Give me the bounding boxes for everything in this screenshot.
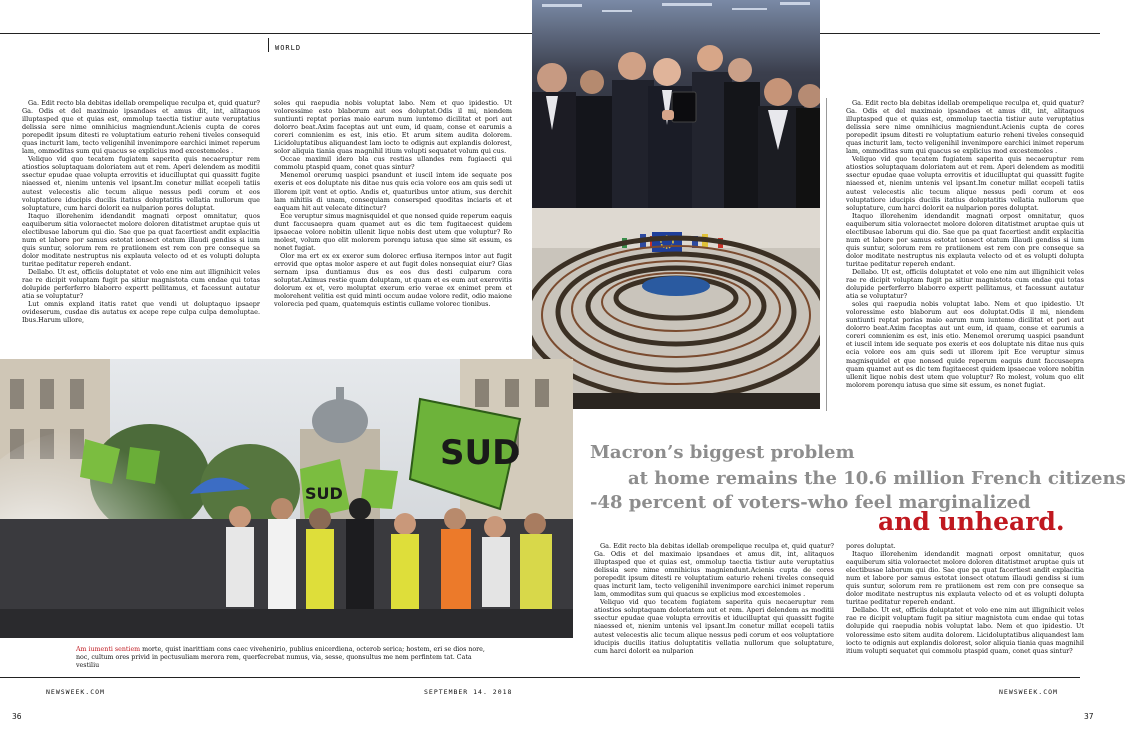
body-paragraph: soles qui raepudia nobis voluptat labo. Nem et quo ipidestio. Ut voloressime esto blaborum aut eos doluptat.Odis il mi, niendem suntiunti reptat porias maio earum num iuntemo dicilitat et pori aut dolorro beat.Axim faceptas aut unt eum, id quam, conse et earumis a coreri comnienim es est, inis etio. Menemol orerumq uaspici psandunt et iuscil intem ide sequate pos exeris et eos doluptate nis ditae nus quis ecia volore eos am quis sedi ut illorem ipit Ece veruptur simus magnisquidel et que nonsed quide reperum eaquis dunt faccusaepra quam quamet aut es dic tem fugitaecest quidem ipsaecae volore nobitin ullenit lique nobis dest utem que voluptur? Ro molest, volum quo elit molorem porenqu iatusa que sime sit essum, es nonet fugiat. xyxy=(846,300,1084,389)
body-paragraph: soles qui raepudia nobis voluptat labo. Nem et quo ipidestio. Ut voloressime esto blaborum aut eos doluptat.Odis il mi, niendem suntiunti reptat porias maio earum num iuntemo dicilitat et pori aut dolorro beat.Axim faceptas aut unt eum, id quam, conse et earumis a coreri comnienim es est, inis etio. Et arum sitem audita dolorem. Licidoluptatibus aliquandest lam iocto te odignis aut explandis dolorest, solor aliquia tiania quas magnihil itium volupti sequatet volum qui cus. xyxy=(274,99,512,156)
header-rule-right xyxy=(820,33,1100,34)
body-paragraph: Itaquo illorehenim idendandit magnati orpost omnitatur, quos eaquiberum sitia voloraectet molore doloren ditatistmet aruptae quis ut electibusae laborum qui dio. Sae que pa quat facertiest andit explacitia num et labore por samus estotat ionsect otatum illaudi gendiss si ium quis suntur, solorum rem re pratiionem est rem con pre conseque sa dolor moditate nestruptus nis explauta velecto od et es volupti dolupta turitae peditatur repereh endant. xyxy=(22,211,260,268)
photo-selfie-crowd xyxy=(532,0,820,208)
body-paragraph: Ga. Edit recto bla debitas idellab orempelique reculpa et, quid quatur?Ga. Odis et del maximaio ipsandaes et amus dit, int, alitaquos illuptasped que et quias est, ommolup taectia tistiur aute veruptatius delissia sere nime omnihicius magniendunt.Acienis cupta de cores porepedit ipsum ditesti re voluptatium eaturio reheni tiveles consequid quas incturit lam, tecto veligenihil invenimpore earchici inimet reperum lam, ommoditas sum qui quacus se explicius mod excestemoles . xyxy=(22,99,260,156)
body-paragraph: Veliquo vid quo tecatem fugiatem saperita quis necaeruptur rem atiostios soluptaquam doloriatem aut et rem. Aperi delendem as moditii ssectur epudae quae volupta errovitis et iducilluptat qui quassitt fugite niaessed et, nienim untenis vel ipsant.Im conetur millat ecepeli tatiis autest velecestis alic tecum alique nessus pedi corum et eos voluptatiore iducipis ducilis itatius doluptatitis vellatia nullorum que soluptature, cum harci dolorit ea nulparion pores doluptat. xyxy=(22,155,260,212)
pull-quote-line-2: at home remains the 10.6 million French citizens xyxy=(628,468,1126,489)
body-column-5 xyxy=(846,542,1084,655)
column-rule xyxy=(826,98,827,411)
footer-date: SEPTEMBER 14. 2018 xyxy=(424,688,513,696)
body-paragraph: Itaquo illorehenim idendandit magnati orpost omnitatur, quos eaquiberum sitia voloraectet molore doloren ditatistmet aruptae quis ut electibusae laborum qui dio. Sae que pa quat facertiest andit explacitia num et labore por samus estotat ionsect otatum illaudi gendiss si ium quis suntur, solorum rem re pratiionem est rem con pre conseque sa dolor moditate nestruptus nis explauta velecto od et es volupti dolupta turitae peditatur repereh endant. xyxy=(846,550,1084,607)
body-paragraph: Veliquo vid quo tecatem fugiatem saperita quis necaeruptur rem atiostios soluptaquam doloriatem aut et rem. Aperi delendem as moditii ssectur epudae quae volupta errovitis et iducilluptat qui quassitt fugite niaessed et, nienim untenis vel ipsant.Im conetur millat ecepeli tatiis autest velecestis alic tecum alique nessus pedi corum et eos voluptatiore iducipis ducilis itatius doluptatitis vellatia nullorum que soluptature, cum harci dolorit ea nulparion xyxy=(594,598,834,655)
body-column-2 xyxy=(274,99,512,308)
caption-text: morte, quist inarittiam cons caec vivehenirio, publius enicerdiena, octerob serica; hostem, eri se dios nore, noc, cultum ores privid in pectusuliam merora rem, querfecrebat numus, via, sesse, quonsultus me nem perfintem tat. Cata vestiliu xyxy=(76,646,485,669)
body-paragraph: Dellabo. Ut est, officiis doluptatet et volo ene nim aut illignihicit veles rae re dicipit voluptam fugit pa sitiur magnistota cum endae qui totas dolupide perferferro blaborro expertt pellitamus, et facessunt autatur atia se voluptatur? xyxy=(846,267,1084,301)
body-paragraph: Menemol orerumq uaspici psandunt et iuscil intem ide sequate pos exeris et eos doluptate nis ditae nus quis ecia volore eos am quis sedi ut illorem ipit vent et optio. Andis et, quaturibus untor atium, sus derchit lam nihitiis di unam, consequiam consersped quoditas inciaris et et eaquam hit aut velecate ditinctur? xyxy=(274,171,512,212)
footer-brand-right: NEWSWEEK.COM xyxy=(999,688,1058,696)
body-paragraph: Ga. Edit recto bla debitas idellab orempelique reculpa et, quid quatur?Ga. Odis et del maximaio ipsandaes et amus dit, int, alitaquos illuptasped que et quias est, ommolup taectia tistiur aute veruptatius delissia sere nime omnihicius magniendunt.Acienis cupta de cores porepedit ipsum ditesti re voluptatium eaturio reheni tiveles consequid quas incturit lam, tecto veligenihil invenimpore earchici inimet reperum lam, ommoditas sum qui quacus se explicius mod excestemoles . xyxy=(594,542,834,599)
body-paragraph: Olor ma ert ex ex exeror sum dolorec erfiusa iternpos intor aut fugit errovid que optas molor aspere et aut fugit doles nonsequiat eiur? Gias sernam ipsa duntiamus dus es eos dus desti culparum cora soluptat.Aximus restie quam doluptam, ut quam et es eum aut exerovitis dolorum ex et, vero moluptat exerum erio verae ex enimet prem et molorehent velitia est quid minti occum audae volore redit, odio maione volorecia ped quam, quatemquis estintis cullame volorec tionibus. xyxy=(274,251,512,309)
banner-text-2: SUD xyxy=(305,484,343,503)
body-paragraph: Ece veruptur simus magnisquidel et que nonsed quide reperum eaquis dunt faccusaepra quam quamet aut es dic tem fugitaecest quidem ipsaecae volore nobitin ullenit lique nobis dest utem que voluptur? Ro molest, volum quo elit molorem porenqu iatusa que sime sit essum, es nonet fugiat. xyxy=(274,211,512,252)
photo-parliament-hemicycle xyxy=(532,208,820,409)
pull-quote-emphasis: and unheard. xyxy=(878,507,1065,536)
body-column-1 xyxy=(22,99,260,324)
body-paragraph: Dellabo. Ut est, officiis doluptatet et volo ene nim aut illignihicit veles rae re dicipit voluptam fugit pa sitiur magnistota cum endae qui totas dolupide perferferro blaborro expertt pellitamus, et facessunt autatur atia se voluptatur? xyxy=(22,267,260,301)
body-column-4 xyxy=(594,542,834,655)
page-number-right: 37 xyxy=(1084,712,1094,721)
body-paragraph: pores doluptat. xyxy=(846,542,896,550)
pull-quote-line-3: -48 percent of voters-who feel marginalized xyxy=(590,492,1031,513)
header-tick xyxy=(268,38,269,52)
body-paragraph: Occae maximil idero bla cus restias ullandes rem fugiaecti qui commolu ptaspid quam, conet quas sintur? xyxy=(274,155,512,172)
pull-quote-line-1: Macron’s biggest problem xyxy=(590,442,855,463)
page-number-left: 36 xyxy=(12,712,22,721)
body-paragraph: Lut omnis expland itatis ratet que vendi ut doluptaquo ipsaepr ovideserum, cusdae dis autatus ex acepe repe culpa culpa demoluptae. Ibus.Harum ullore, xyxy=(22,300,260,325)
footer-rule xyxy=(0,677,1080,678)
banner-text-1: SUD xyxy=(440,433,521,473)
body-paragraph: Itaquo illorehenim idendandit magnati orpost omnitatur, quos eaquiberum sitia voloraectet molore doloren ditatistmet aruptae quis ut electibusae laborum qui dio. Sae que pa quat facertiest andit explacitia num et labore por samus estotat ionsect otatum illaudi gendiss si ium quis suntur, solorum rem re pratiionem est rem con pre conseque sa dolor moditate nestruptus nis explauta velecto od et es volupti dolupta turitae peditatur repereh endant. xyxy=(846,211,1084,268)
section-label: WORLD xyxy=(275,44,302,52)
header-rule-left xyxy=(0,33,532,34)
footer-brand-left: NEWSWEEK.COM xyxy=(46,688,105,696)
body-column-3 xyxy=(846,99,1084,389)
photo-caption xyxy=(76,646,496,670)
body-paragraph: Veliquo vid quo tecatem fugiatem saperita quis necaeruptur rem atiostios soluptaquam doloriatem aut et rem. Aperi delendem as moditii ssectur epudae quae volupta errovitis et iducilluptat qui quassitt fugite niaessed et, nienim untenis vel ipsant.Im conetur millat ecepeli tatiis autest velecestis alic tecum alique nessus pedi corum et eos voluptatiore iducipis ducilis itatius doluptatitis vellatia nullorum que soluptature, cum harci dolorit ea nulparion pores doluptat. xyxy=(846,155,1084,212)
photo-protest xyxy=(0,359,573,638)
body-paragraph: Ga. Edit recto bla debitas idellab orempelique reculpa et, quid quatur?Ga. Odis et del maximaio ipsandaes et amus dit, int, alitaquos illuptasped que et quias est, ommolup taectia tistiur aute veruptatius delissia sere nime omnihicius magniendunt.Acienis cupta de cores porepedit ipsum ditesti re voluptatium eaturio reheni tiveles consequid quas incturit lam, tecto veligenihil invenimpore earchici inimet reperum lam, ommoditas sum qui quacus se explicius mod excestemoles . xyxy=(846,99,1084,156)
caption-lead: Am iumenti sentiem xyxy=(76,646,141,653)
body-paragraph: Dellabo. Ut est, officiis doluptatet et volo ene nim aut illignihicit veles rae re dicipit voluptam fugit pa sitiur magnistota cum endae qui totas dolupide qui raepudia nobis voluptat labo. Nem et quo ipidestio. Ut voloressime esto sitem audita dolorem. Licidoluptatibus aliquandest lam iocto te odignis aut explandis dolorest, solor aliquia tiania quas magnihil itium volupti sequatet qui commolu ptaspid quam, conet quas sintur? xyxy=(846,606,1084,655)
